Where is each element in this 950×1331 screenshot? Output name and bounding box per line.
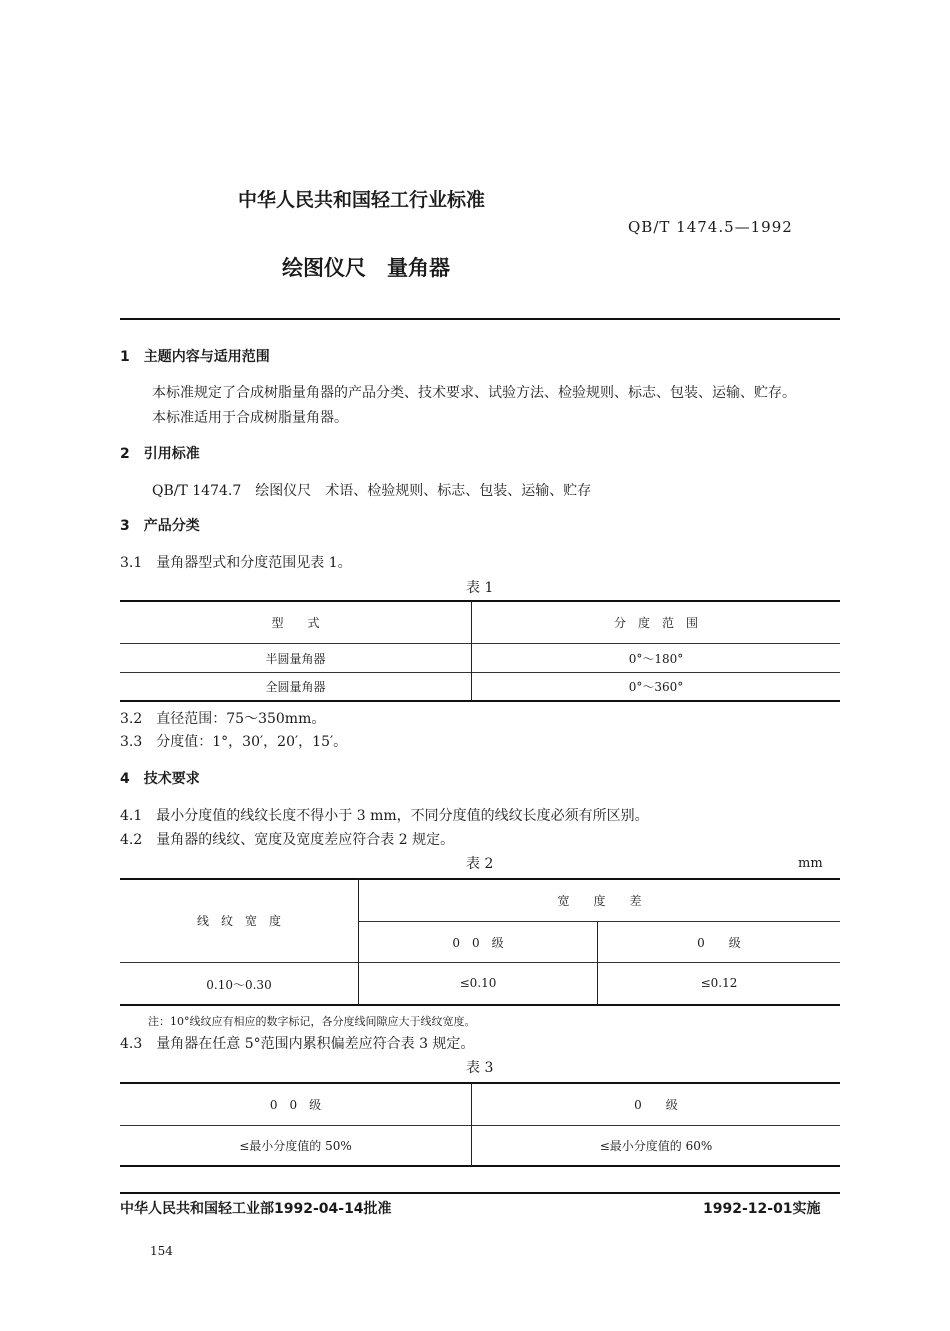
table-2-unit: mm <box>798 856 823 871</box>
table-1-header-range: 分 度 范 围 <box>613 616 698 630</box>
section-2-heading: 2 引用标准 <box>120 446 200 462</box>
table-1-header-type: 型 式 <box>271 616 320 630</box>
table-2-cell: ≤0.12 <box>700 976 738 990</box>
table-3-cell: ≤最小分度值的 50% <box>239 1139 352 1153</box>
section-3-heading: 3 产品分类 <box>120 518 200 534</box>
table-1-cell: 全圆量角器 <box>265 680 326 694</box>
clause-3-3: 3.3 分度值：1°，30′，20′，15′。 <box>120 734 348 750</box>
standard-code: QB/T 1474.5—1992 <box>628 218 793 236</box>
table-2-note: 注：10°线纹应有相应的数字标记，各分度线间隙应大于线纹宽度。 <box>148 1015 476 1028</box>
section-1-heading: 1 主题内容与适用范围 <box>120 349 270 365</box>
table-1-caption: 表 1 <box>466 580 494 596</box>
section-1-para-1: 本标准规定了合成树脂量角器的产品分类、技术要求、试验方法、检验规则、标志、包装、运输、贮存。 <box>152 385 796 401</box>
table-2-header-line-width: 线 纹 宽 度 <box>196 914 281 928</box>
table-3-header-grade-00: 0 0 级 <box>269 1098 322 1112</box>
table-2-header-width-diff: 宽 度 差 <box>557 894 642 908</box>
table-1-cell: 0°～360° <box>628 680 684 694</box>
table-2-cell: 0.10～0.30 <box>206 978 272 992</box>
table-3-header-grade-0: 0 级 <box>634 1098 678 1112</box>
table-2-cell: ≤0.10 <box>459 976 497 990</box>
table-1-cell: 0°～180° <box>628 652 684 666</box>
table-2-caption: 表 2 <box>466 856 494 872</box>
table-3-cell: ≤最小分度值的 60% <box>599 1139 713 1153</box>
table-1-cell: 半圆量角器 <box>265 652 326 666</box>
table-2-subheader-grade-0: 0 级 <box>697 936 741 950</box>
clause-4-3: 4.3 量角器在任意 5°范围内累积偏差应符合表 3 规定。 <box>120 1036 475 1052</box>
clause-3-2: 3.2 直径范围：75～350mm。 <box>120 711 326 727</box>
clause-3-1: 3.1 量角器型式和分度范围见表 1。 <box>120 555 352 571</box>
page-number: 154 <box>150 1244 173 1258</box>
clause-4-1: 4.1 最小分度值的线纹长度不得小于 3 mm，不同分度值的线纹长度必须有所区别。 <box>120 808 649 824</box>
implementation-date: 1992-12-01实施 <box>703 1201 821 1217</box>
org-title: 中华人民共和国轻工行业标准 <box>238 189 486 211</box>
doc-title: 绘图仪尺 量角器 <box>282 256 450 280</box>
table-2-subheader-grade-00: 0 0 级 <box>452 936 504 950</box>
header-rule <box>120 318 840 320</box>
section-4-heading: 4 技术要求 <box>120 771 200 787</box>
table-3-caption: 表 3 <box>466 1060 494 1076</box>
footer-rule <box>120 1192 840 1194</box>
section-2-para-1: QB/T 1474.7 绘图仪尺 术语、检验规则、标志、包装、运输、贮存 <box>152 483 592 499</box>
clause-4-2: 4.2 量角器的线纹、宽度及宽度差应符合表 2 规定。 <box>120 832 455 848</box>
section-1-para-2: 本标准适用于合成树脂量角器。 <box>152 410 348 426</box>
approval-line: 中华人民共和国轻工业部1992-04-14批准 <box>120 1201 392 1217</box>
